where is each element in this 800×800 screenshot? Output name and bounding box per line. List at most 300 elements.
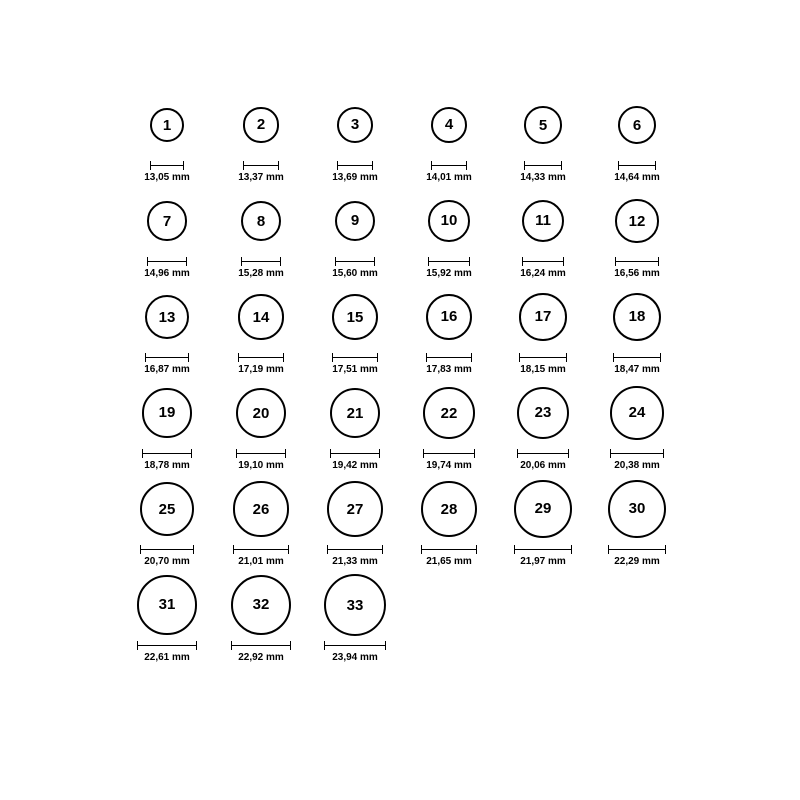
ring-circle [423, 387, 475, 439]
diameter-label: 21,65 mm [426, 556, 472, 567]
measure-tick-right [196, 641, 197, 650]
measure-tick-left [241, 257, 242, 266]
measure-tick-right [278, 161, 279, 170]
diameter-label: 20,38 mm [614, 460, 660, 471]
measure-tick-right [655, 161, 656, 170]
ring-circle-wrap [233, 476, 288, 542]
ring-size-cell[interactable] [120, 380, 214, 471]
diameter-measure-bar [241, 257, 281, 266]
measure-tick-left [145, 353, 146, 362]
diameter-measure-bar [147, 257, 186, 266]
measure-tick-left [618, 161, 619, 170]
ring-circle-wrap [618, 92, 656, 158]
measure-tick-right [288, 545, 289, 554]
measure-tick-left [327, 545, 328, 554]
ring-circle [517, 387, 570, 440]
measure-line [145, 357, 189, 358]
ring-circle-wrap [615, 188, 658, 254]
ring-size-number: 7 [162, 212, 172, 230]
ring-circle [236, 388, 286, 438]
diameter-label: 17,83 mm [426, 364, 472, 375]
measure-tick-right [566, 353, 567, 362]
measure-tick-left [324, 641, 325, 650]
diameter-measure-bar [142, 449, 191, 458]
measure-tick-right [191, 449, 192, 458]
measure-tick-left [522, 257, 523, 266]
ring-circle [610, 386, 663, 439]
measure-line [428, 261, 470, 262]
measure-tick-left [140, 545, 141, 554]
measure-tick-right [186, 257, 187, 266]
measure-line [335, 261, 376, 262]
measure-tick-right [183, 161, 184, 170]
diameter-label: 15,92 mm [426, 268, 472, 279]
diameter-measure-bar [145, 353, 189, 362]
measure-tick-left [524, 161, 525, 170]
measure-line [150, 165, 184, 166]
ring-circle [324, 574, 387, 637]
ring-size-grid [0, 92, 800, 668]
ring-size-cell[interactable] [496, 188, 590, 279]
measure-tick-right [561, 161, 562, 170]
measure-line [327, 549, 383, 550]
measure-tick-left [231, 641, 232, 650]
measure-tick-left [150, 161, 151, 170]
diameter-measure-bar [431, 161, 468, 170]
ring-circle-wrap [524, 92, 562, 158]
diameter-measure-bar [324, 641, 387, 650]
ring-size-cell[interactable] [120, 284, 214, 375]
diameter-label: 14,01 mm [426, 172, 472, 183]
measure-line [324, 645, 387, 646]
diameter-measure-bar [140, 545, 194, 554]
measure-line [233, 549, 288, 550]
ring-size-cell[interactable] [590, 284, 684, 375]
measure-tick-left [243, 161, 244, 170]
ring-size-number: 9 [350, 212, 360, 230]
diameter-measure-bar [514, 545, 572, 554]
ring-circle [421, 481, 478, 538]
ring-size-cell[interactable] [590, 188, 684, 279]
measure-tick-right [382, 545, 383, 554]
ring-size-cell[interactable] [308, 572, 402, 663]
diameter-label: 18,15 mm [520, 364, 566, 375]
ring-circle-wrap [428, 188, 470, 254]
measure-line [243, 165, 278, 166]
measure-line [431, 165, 468, 166]
diameter-label: 19,10 mm [238, 460, 284, 471]
ring-circle [428, 200, 470, 242]
ring-size-cell[interactable] [496, 92, 590, 183]
ring-circle [615, 199, 658, 242]
ring-circle-wrap [332, 284, 378, 350]
measure-tick-left [337, 161, 338, 170]
diameter-measure-bar [517, 449, 570, 458]
diameter-measure-bar [243, 161, 278, 170]
measure-line [517, 453, 570, 454]
ring-size-cell[interactable] [308, 188, 402, 279]
measure-line [330, 453, 381, 454]
ring-size-number: 17 [534, 308, 552, 326]
ring-circle-wrap [147, 188, 186, 254]
ring-circle [608, 480, 666, 538]
measure-tick-left [330, 449, 331, 458]
measure-tick-right [377, 353, 378, 362]
ring-size-cell[interactable] [590, 92, 684, 183]
ring-circle [238, 294, 283, 339]
ring-size-number: 23 [534, 404, 552, 422]
diameter-measure-bar [233, 545, 288, 554]
measure-tick-left [137, 641, 138, 650]
ring-circle-wrap [421, 476, 478, 542]
ring-size-number: 24 [628, 404, 646, 422]
ring-size-number: 18 [628, 308, 646, 326]
measure-tick-right [379, 449, 380, 458]
ring-size-number: 14 [252, 308, 270, 326]
ring-circle [613, 293, 661, 341]
ring-size-number: 10 [440, 212, 458, 230]
measure-line [421, 549, 478, 550]
measure-line [615, 261, 658, 262]
measure-line [524, 165, 562, 166]
ring-circle [137, 575, 196, 634]
ring-size-number: 5 [538, 116, 548, 134]
diameter-measure-bar [332, 353, 378, 362]
ring-size-number: 15 [346, 308, 364, 326]
ring-size-number: 27 [346, 500, 364, 518]
measure-tick-right [663, 449, 664, 458]
ring-size-cell[interactable] [590, 380, 684, 471]
measure-line [514, 549, 572, 550]
ring-circle-wrap [517, 380, 570, 446]
ring-size-cell[interactable] [590, 476, 684, 567]
diameter-label: 17,19 mm [238, 364, 284, 375]
ring-circle [231, 575, 291, 635]
measure-line [608, 549, 666, 550]
measure-tick-right [474, 449, 475, 458]
diameter-label: 20,70 mm [144, 556, 190, 567]
ring-circle [618, 106, 656, 144]
ring-size-number: 11 [535, 212, 551, 230]
measure-tick-right [372, 161, 373, 170]
ring-size-cell[interactable] [402, 188, 496, 279]
ring-circle-wrap [514, 476, 572, 542]
ring-size-number: 16 [440, 308, 458, 326]
measure-tick-right [285, 449, 286, 458]
measure-tick-right [658, 257, 659, 266]
ring-circle-wrap [431, 92, 468, 158]
measure-line [241, 261, 281, 262]
measure-tick-right [665, 545, 666, 554]
diameter-label: 21,33 mm [332, 556, 378, 567]
ring-circle-wrap [337, 92, 373, 158]
ring-size-row [0, 188, 800, 284]
ring-circle-wrap [608, 476, 666, 542]
ring-size-row [0, 476, 800, 572]
ring-size-row [0, 380, 800, 476]
ring-size-number: 1 [162, 116, 172, 134]
diameter-label: 16,87 mm [144, 364, 190, 375]
measure-tick-left [423, 449, 424, 458]
measure-tick-right [571, 545, 572, 554]
measure-line [137, 645, 196, 646]
diameter-measure-bar [421, 545, 478, 554]
measure-line [231, 645, 291, 646]
diameter-label: 19,42 mm [332, 460, 378, 471]
ring-size-number: 6 [632, 116, 642, 134]
ring-size-cell[interactable] [308, 476, 402, 567]
ring-circle-wrap [241, 188, 281, 254]
ring-size-cell[interactable] [214, 92, 308, 183]
measure-tick-left [519, 353, 520, 362]
measure-tick-right [193, 545, 194, 554]
measure-tick-left [431, 161, 432, 170]
ring-circle [524, 106, 562, 144]
measure-tick-right [290, 641, 291, 650]
measure-line [618, 165, 656, 166]
measure-tick-right [385, 641, 386, 650]
ring-circle [243, 107, 278, 142]
ring-circle-wrap [145, 284, 189, 350]
diameter-measure-bar [231, 641, 291, 650]
ring-circle [426, 294, 473, 341]
measure-tick-right [469, 257, 470, 266]
measure-tick-left [514, 545, 515, 554]
ring-size-row [0, 284, 800, 380]
ring-size-cell[interactable] [308, 92, 402, 183]
diameter-measure-bar [327, 545, 383, 554]
ring-size-cell[interactable] [214, 284, 308, 375]
measure-tick-left [426, 353, 427, 362]
ring-circle [519, 293, 567, 341]
diameter-measure-bar [330, 449, 381, 458]
ring-circle-wrap [238, 284, 283, 350]
diameter-label: 16,56 mm [614, 268, 660, 279]
ring-circle-wrap [423, 380, 475, 446]
ring-circle-wrap [426, 284, 473, 350]
ring-size-row [0, 92, 800, 188]
measure-line [519, 357, 567, 358]
ring-size-row [0, 572, 800, 668]
measure-tick-left [233, 545, 234, 554]
measure-tick-left [610, 449, 611, 458]
ring-circle [514, 480, 572, 538]
ring-size-number: 3 [350, 116, 360, 134]
diameter-label: 14,96 mm [144, 268, 190, 279]
ring-size-cell[interactable] [214, 476, 308, 567]
ring-size-number: 19 [158, 404, 176, 422]
ring-size-cell[interactable] [214, 572, 308, 663]
ring-circle-wrap [522, 188, 565, 254]
measure-line [522, 261, 565, 262]
ring-circle-wrap [327, 476, 383, 542]
ring-size-number: 20 [252, 404, 270, 422]
ring-size-cell[interactable] [402, 92, 496, 183]
ring-size-cell[interactable] [402, 284, 496, 375]
measure-line [423, 453, 475, 454]
ring-size-number: 2 [256, 116, 266, 134]
diameter-label: 22,29 mm [614, 556, 660, 567]
ring-circle-wrap [324, 572, 387, 638]
ring-circle [522, 200, 565, 243]
ring-circle-wrap [137, 572, 196, 638]
ring-circle-wrap [330, 380, 381, 446]
measure-tick-left [428, 257, 429, 266]
ring-circle [330, 388, 381, 439]
diameter-label: 21,01 mm [238, 556, 284, 567]
diameter-measure-bar [618, 161, 656, 170]
measure-tick-left [142, 449, 143, 458]
diameter-measure-bar [519, 353, 567, 362]
diameter-measure-bar [608, 545, 666, 554]
ring-circle [150, 108, 184, 142]
measure-tick-right [471, 353, 472, 362]
ring-circle [145, 295, 189, 339]
diameter-measure-bar [524, 161, 562, 170]
diameter-label: 13,05 mm [144, 172, 190, 183]
ring-circle [431, 107, 468, 144]
ring-size-number: 33 [346, 596, 364, 614]
diameter-measure-bar [335, 257, 376, 266]
ring-size-cell[interactable] [402, 380, 496, 471]
measure-line [147, 261, 186, 262]
diameter-label: 20,06 mm [520, 460, 566, 471]
ring-circle-wrap [610, 380, 663, 446]
ring-size-cell[interactable] [120, 572, 214, 663]
measure-tick-left [517, 449, 518, 458]
measure-line [140, 549, 194, 550]
diameter-measure-bar [337, 161, 373, 170]
ring-size-number: 30 [628, 500, 646, 518]
diameter-measure-bar [423, 449, 475, 458]
diameter-label: 14,64 mm [614, 172, 660, 183]
ring-size-number: 32 [252, 596, 270, 614]
ring-circle-wrap [519, 284, 567, 350]
ring-size-number: 4 [444, 116, 454, 134]
measure-tick-left [615, 257, 616, 266]
ring-circle [327, 481, 383, 537]
diameter-label: 22,61 mm [144, 652, 190, 663]
diameter-measure-bar [150, 161, 184, 170]
measure-line [142, 453, 191, 454]
ring-size-number: 13 [158, 308, 176, 326]
diameter-label: 18,78 mm [144, 460, 190, 471]
ring-size-number: 25 [158, 500, 176, 518]
measure-tick-right [280, 257, 281, 266]
ring-circle-wrap [142, 380, 191, 446]
measure-line [426, 357, 473, 358]
ring-circle [233, 481, 288, 536]
ring-circle-wrap [236, 380, 286, 446]
measure-tick-left [613, 353, 614, 362]
diameter-label: 21,97 mm [520, 556, 566, 567]
diameter-measure-bar [428, 257, 470, 266]
ring-circle-wrap [231, 572, 291, 638]
diameter-measure-bar [236, 449, 286, 458]
ring-circle [332, 294, 378, 340]
ring-circle [335, 201, 376, 242]
measure-tick-left [147, 257, 148, 266]
ring-circle [147, 201, 186, 240]
ring-circle-wrap [613, 284, 661, 350]
ring-size-cell[interactable] [214, 188, 308, 279]
measure-line [236, 453, 286, 454]
diameter-label: 19,74 mm [426, 460, 472, 471]
measure-tick-left [608, 545, 609, 554]
measure-tick-right [374, 257, 375, 266]
measure-tick-right [660, 353, 661, 362]
ring-size-cell[interactable] [496, 476, 590, 567]
measure-line [613, 357, 661, 358]
ring-size-number: 8 [256, 212, 266, 230]
measure-tick-right [568, 449, 569, 458]
ring-size-cell[interactable] [308, 380, 402, 471]
measure-line [610, 453, 663, 454]
ring-size-cell[interactable] [308, 284, 402, 375]
diameter-label: 18,47 mm [614, 364, 660, 375]
measure-tick-left [332, 353, 333, 362]
measure-line [337, 165, 373, 166]
measure-tick-left [238, 353, 239, 362]
ring-circle-wrap [140, 476, 194, 542]
diameter-measure-bar [615, 257, 658, 266]
measure-tick-left [236, 449, 237, 458]
diameter-measure-bar [137, 641, 196, 650]
ring-size-number: 29 [534, 500, 552, 518]
ring-size-number: 21 [346, 404, 364, 422]
diameter-label: 13,69 mm [332, 172, 378, 183]
diameter-label: 15,28 mm [238, 268, 284, 279]
diameter-label: 14,33 mm [520, 172, 566, 183]
diameter-label: 13,37 mm [238, 172, 284, 183]
measure-tick-right [476, 545, 477, 554]
ring-circle [241, 201, 281, 241]
diameter-label: 22,92 mm [238, 652, 284, 663]
measure-tick-left [335, 257, 336, 266]
ring-size-cell[interactable] [496, 284, 590, 375]
measure-tick-right [188, 353, 189, 362]
diameter-label: 17,51 mm [332, 364, 378, 375]
measure-tick-right [283, 353, 284, 362]
diameter-measure-bar [613, 353, 661, 362]
measure-line [332, 357, 378, 358]
ring-circle [142, 388, 191, 437]
ring-size-cell[interactable] [120, 92, 214, 183]
ring-circle-wrap [335, 188, 376, 254]
measure-tick-right [466, 161, 467, 170]
measure-tick-left [421, 545, 422, 554]
ring-circle [337, 107, 373, 143]
ring-size-cell[interactable] [402, 476, 496, 567]
ring-size-number: 31 [158, 596, 176, 614]
ring-size-cell[interactable] [120, 188, 214, 279]
ring-size-cell[interactable] [120, 476, 214, 567]
diameter-measure-bar [610, 449, 663, 458]
ring-circle-wrap [243, 92, 278, 158]
diameter-measure-bar [522, 257, 565, 266]
diameter-measure-bar [426, 353, 473, 362]
measure-line [238, 357, 283, 358]
diameter-label: 16,24 mm [520, 268, 566, 279]
diameter-label: 15,60 mm [332, 268, 378, 279]
ring-size-number: 22 [440, 404, 458, 422]
ring-size-cell[interactable] [496, 380, 590, 471]
measure-tick-right [563, 257, 564, 266]
ring-circle-wrap [150, 92, 184, 158]
ring-size-number: 12 [628, 212, 646, 230]
ring-size-cell[interactable] [214, 380, 308, 471]
diameter-measure-bar [238, 353, 283, 362]
